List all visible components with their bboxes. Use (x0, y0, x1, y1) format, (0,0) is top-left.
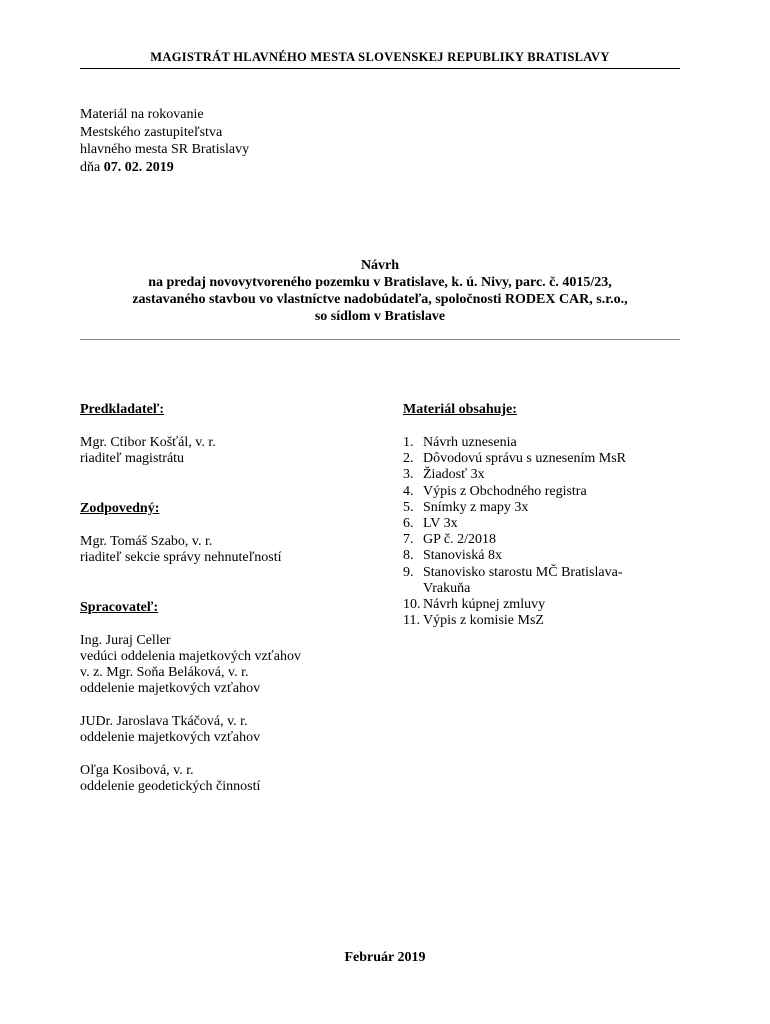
zodpovedny-role: riaditeľ sekcie správy nehnuteľností (80, 550, 282, 565)
meeting-info (80, 106, 249, 176)
item-number: 9. (403, 564, 414, 580)
list-item (403, 451, 663, 467)
date-prefix: dňa (80, 159, 101, 175)
title-line-4: so sídlom v Bratislave (314, 309, 446, 324)
zodpovedny-block (80, 534, 380, 566)
item-text: LV 3x (423, 516, 458, 532)
institution-header: MAGISTRÁT HLAVNÉHO MESTA SLOVENSKEJ REPUBLIKY BRATISLAVY (80, 50, 680, 69)
spracovatel-block-3 (80, 763, 380, 795)
spracovatel-line: oddelenie majetkových vzťahov (80, 681, 261, 696)
item-text: Stanoviská 8x (423, 548, 502, 564)
contents-section (403, 402, 663, 629)
spracovatel-line: oddelenie geodetických činností (80, 779, 261, 794)
list-item (403, 516, 663, 532)
item-text: Žiadosť 3x (423, 467, 485, 483)
item-number: 10. (403, 597, 421, 613)
spracovatel-line: vedúci oddelenia majetkových vzťahov (80, 649, 301, 664)
item-text: GP č. 2/2018 (423, 532, 496, 548)
meta-line-1: Materiál na rokovanie (80, 107, 204, 122)
item-text: Výpis z komisie MsZ (423, 613, 544, 629)
contents-heading: Materiál obsahuje: (403, 402, 517, 417)
spracovatel-line: Ing. Juraj Celler (80, 633, 171, 648)
spracovatel-line: v. z. Mgr. Soňa Beláková, v. r. (80, 665, 249, 680)
list-item (403, 565, 663, 597)
responsible-persons (80, 402, 380, 795)
predkladatel-heading: Predkladateľ: (80, 402, 165, 417)
contents-list (403, 435, 663, 629)
item-text: Návrh uznesenia (423, 435, 517, 450)
spracovatel-block-1 (80, 633, 380, 697)
spracovatel-line: oddelenie majetkových vzťahov (80, 730, 261, 745)
item-number: 11. (403, 613, 420, 629)
list-item (403, 532, 663, 548)
zodpovedny-name: Mgr. Tomáš Szabo, v. r. (80, 534, 213, 549)
meta-line-3: hlavného mesta SR Bratislavy (80, 142, 250, 157)
title-line-1: Návrh (360, 258, 400, 273)
item-number: 4. (403, 483, 414, 499)
item-text: Stanovisko starostu MČ Bratislava-Vrakuňa (423, 564, 623, 596)
item-number: 6. (403, 516, 414, 532)
predkladatel-role: riaditeľ magistrátu (80, 451, 185, 466)
meeting-date: 07. 02. 2019 (103, 159, 174, 175)
item-number: 2. (403, 451, 414, 467)
item-text: Dôvodovú správu s uznesením MsR (423, 451, 626, 467)
list-item (403, 500, 663, 516)
predkladatel-block (80, 435, 380, 467)
item-text: Návrh kúpnej zmluvy (423, 597, 546, 613)
item-number: 3. (403, 467, 414, 483)
item-number: 8. (403, 548, 414, 564)
list-item (403, 597, 663, 613)
list-item (403, 613, 663, 629)
list-item (403, 548, 663, 564)
item-number: 1. (403, 435, 414, 450)
meta-line-2: Mestského zastupiteľstva (80, 124, 223, 140)
spracovatel-block-2 (80, 714, 380, 746)
zodpovedny-heading: Zodpovedný: (80, 501, 160, 516)
item-text: Výpis z Obchodného registra (423, 483, 587, 499)
spracovatel-heading: Spracovateľ: (80, 600, 159, 615)
list-item (403, 435, 663, 451)
list-item (403, 484, 663, 500)
list-item (403, 467, 663, 483)
item-number: 5. (403, 499, 414, 515)
spracovatel-line: JUDr. Jaroslava Tkáčová, v. r. (80, 714, 248, 729)
item-text: Snímky z mapy 3x (423, 499, 529, 515)
meeting-date-line (80, 159, 249, 177)
title-line-3: zastavaného stavbou vo vlastníctve nadobúdateľa, spoločnosti RODEX CAR, s.r.o., (132, 292, 628, 307)
spracovatel-line: Oľga Kosibová, v. r. (80, 763, 194, 778)
document-title (80, 257, 680, 340)
document-date-footer: Február 2019 (344, 950, 426, 965)
title-line-2: na predaj novovytvoreného pozemku v Bratislave, k. ú. Nivy, parc. č. 4015/23, (148, 275, 612, 290)
predkladatel-name: Mgr. Ctibor Košťál, v. r. (80, 435, 216, 450)
item-number: 7. (403, 532, 414, 548)
